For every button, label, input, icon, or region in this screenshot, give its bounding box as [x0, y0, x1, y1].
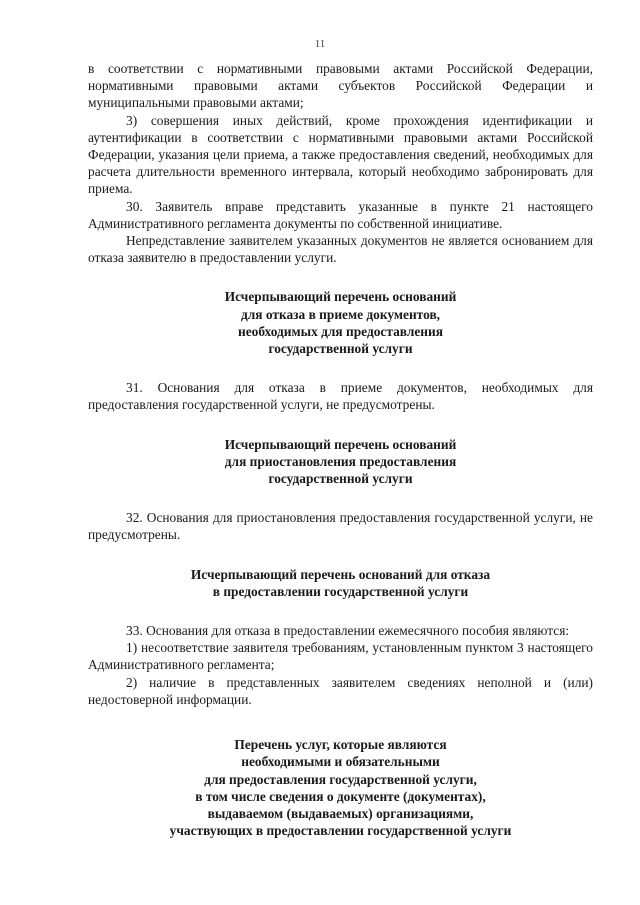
heading-line: Исчерпывающий перечень оснований — [224, 289, 457, 305]
page-number: 11 — [314, 38, 326, 50]
heading-line: необходимых для предоставления — [238, 323, 443, 339]
heading-line: для приостановления предоставления — [224, 453, 457, 469]
paragraph-non-submission: Непредставление заявителем указанных документов не является основанием для отказа заявителю в предоставлении услуги. — [88, 233, 593, 266]
heading-refusal-acceptance — [88, 288, 593, 357]
heading-refusal-service — [88, 566, 593, 600]
paragraph-31: 31. Основания для отказа в приеме документов, необходимых для предоставления государственной услуги, не предусмотрены. — [88, 380, 593, 413]
heading-line: Исчерпывающий перечень оснований — [224, 436, 457, 452]
heading-line: в предоставлении государственной услуги — [212, 583, 469, 599]
heading-line: в том числе сведения о документе (документах), — [195, 788, 486, 804]
paragraph-item-3: 3) совершения иных действий, кроме прохождения идентификации и аутентификации в соответствии с нормативными правовыми актами Российской Федерации, указания цели приема, а также предоставления сведений, необходимых для расчета длительности временного интервала, который необходимо забронировать для приема. — [88, 112, 593, 197]
heading-suspension — [88, 436, 593, 488]
heading-line: для предоставления государственной услуги, — [204, 771, 477, 787]
heading-line: выдаваемом (выдаваемых) организациями, — [207, 805, 474, 821]
paragraph-continuation: в соответствии с нормативными правовыми актами Российской Федерации, нормативными правовыми актами субъектов Российской Федерации и муниципальными правовыми актами; — [88, 61, 593, 111]
paragraph-30: 30. Заявитель вправе представить указанные в пункте 21 настоящего Административного регламента документы по собственной инициативе. — [88, 198, 593, 231]
paragraph-32: 32. Основания для приостановления предоставления государственной услуги, не предусмотрены. — [88, 510, 593, 543]
heading-line: государственной услуги — [268, 341, 413, 357]
heading-line: для отказа в приеме документов, — [240, 306, 441, 322]
heading-required-services — [88, 736, 593, 839]
heading-line: необходимыми и обязательными — [241, 754, 440, 770]
document-body — [88, 60, 593, 839]
paragraph-item-1: 1) несоответствие заявителя требованиям, установленным пунктом 3 настоящего Административного регламента; — [88, 640, 593, 673]
heading-line: участвующих в предоставлении государственной услуги — [169, 823, 512, 839]
paragraph-item-2: 2) наличие в представленных заявителем сведениях неполной и (или) недостоверной информации. — [88, 674, 593, 707]
heading-line: Исчерпывающий перечень оснований для отказа — [190, 566, 491, 582]
paragraph-33: 33. Основания для отказа в предоставлении ежемесячного пособия являются: — [126, 623, 570, 639]
heading-line: государственной услуги — [268, 471, 413, 487]
heading-line: Перечень услуг, которые являются — [234, 737, 447, 753]
